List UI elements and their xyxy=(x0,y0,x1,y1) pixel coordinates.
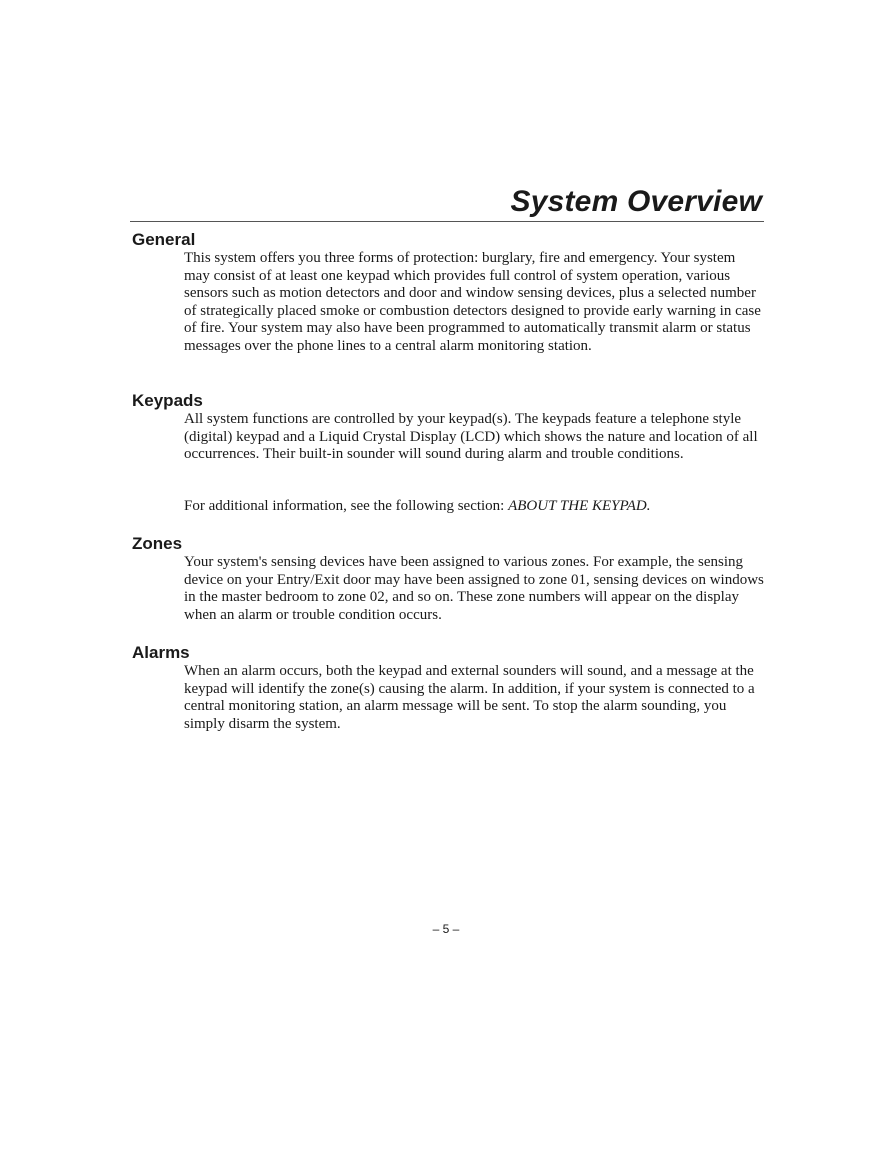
section-heading-keypads: Keypads xyxy=(132,391,203,410)
keypads-paragraph: All system functions are controlled by your keypad(s). The keypads feature a telephone style (digital) keypad and a Liquid Crystal Display (LCD) which shows the nature and location of all occurrences. Their built-in sounder will sound during alarm and trouble conditions. xyxy=(184,411,758,463)
general-paragraph: This system offers you three forms of protection: burglary, fire and emergency. Your system may consist of at least one keypad which provides full control of system operation, various sensors such as motion detectors and door and window sensing devices, plus a selected number of strategically placed smoke or combustion detectors designed to provide early warning in case of fire. Your system may also have been programmed to automatically transmit alarm or status messages over the phone lines to a central alarm monitoring station. xyxy=(184,250,761,354)
page-number: – 5 – xyxy=(432,922,460,936)
title-divider xyxy=(130,221,764,222)
section-heading-alarms: Alarms xyxy=(132,643,190,662)
keypads-note xyxy=(184,498,764,516)
zones-paragraph: Your system's sensing devices have been assigned to various zones. For example, the sensing device on your Entry/Exit door may have been assigned to zone 01, sensing devices on windows in the master bedroom to zone 02, and so on. These zone numbers will appear on the display when an alarm or trouble condition occurs. xyxy=(184,554,764,623)
keypads-note-text: For additional information, see the following section: xyxy=(184,498,509,514)
section-heading-zones: Zones xyxy=(132,534,183,553)
section-heading-general: General xyxy=(132,230,196,249)
page-title: System Overview xyxy=(510,185,762,218)
alarms-paragraph: When an alarm occurs, both the keypad and external sounders will sound, and a message at the keypad will identify the zone(s) causing the alarm. In addition, if your system is connected to a central monitoring station, an alarm message will be sent. To stop the alarm sounding, you simply disarm the system. xyxy=(184,663,755,732)
keypads-note-reference: ABOUT THE KEYPAD. xyxy=(508,498,651,514)
